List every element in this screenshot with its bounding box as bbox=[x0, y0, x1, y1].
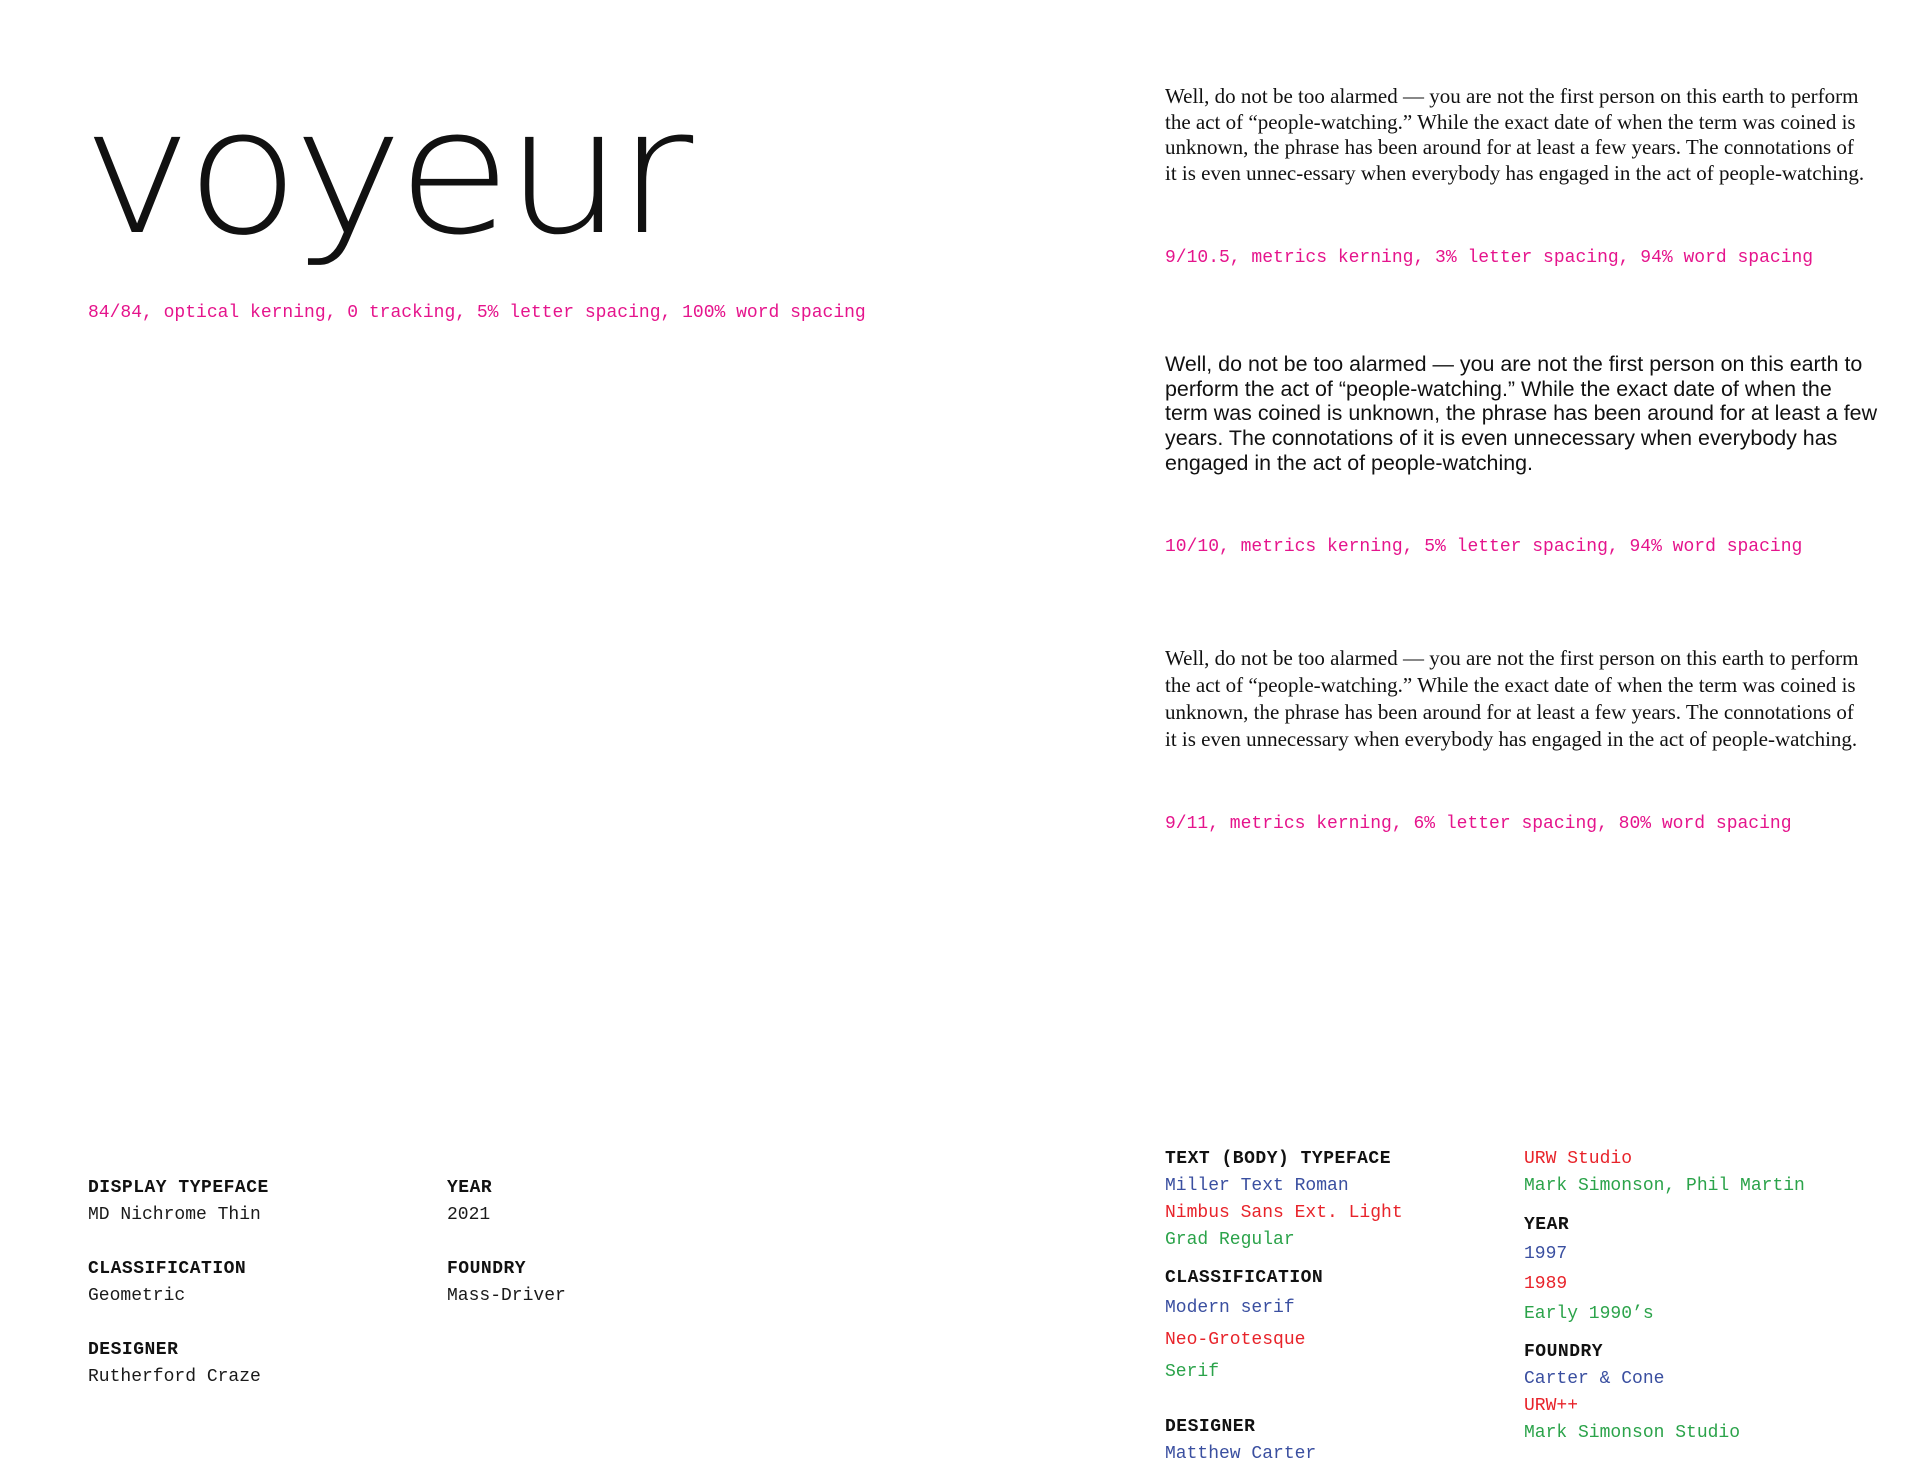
text-year-3: Early 1990’s bbox=[1524, 1304, 1654, 1324]
text-classification-1: Modern serif bbox=[1165, 1298, 1295, 1318]
text-year-label: YEAR bbox=[1524, 1215, 1570, 1235]
text-typeface-block bbox=[1165, 1146, 1505, 1468]
text-typeface-3: Grad Regular bbox=[1165, 1230, 1295, 1250]
display-classification-value: Geometric bbox=[88, 1286, 186, 1306]
text-designer-2: URW Studio bbox=[1524, 1149, 1633, 1169]
display-typeface-value: MD Nichrome Thin bbox=[88, 1205, 261, 1225]
text-classification-2: Neo-Grotesque bbox=[1165, 1330, 1306, 1350]
text-typeface-2: Nimbus Sans Ext. Light bbox=[1165, 1203, 1403, 1223]
display-foundry-value: Mass-Driver bbox=[447, 1286, 566, 1306]
display-designer-value: Rutherford Craze bbox=[88, 1367, 261, 1387]
text-foundry-3: Mark Simonson Studio bbox=[1524, 1423, 1741, 1443]
sample-2-text: Well, do not be too alarmed — you are not the first person on this earth to perform the act of “people-watching.” While the exact date of when the term was coined is unknown, the phrase has been around for at least a few years. The connotations of it is even unnecessary when everybody has engaged in the act of people-watching. bbox=[1165, 353, 1878, 475]
text-designer-label: DESIGNER bbox=[1165, 1417, 1256, 1437]
text-typeface-label: TEXT (BODY) TYPEFACE bbox=[1165, 1149, 1392, 1169]
text-foundry-label: FOUNDRY bbox=[1524, 1342, 1604, 1362]
text-foundry-2: URW++ bbox=[1524, 1396, 1579, 1416]
text-classification-3: Serif bbox=[1165, 1362, 1220, 1382]
display-classification-label: CLASSIFICATION bbox=[88, 1259, 247, 1279]
sample-2-spec: 10/10, metrics kerning, 5% letter spacing, 94% word spacing bbox=[1165, 537, 1803, 557]
display-year-label: YEAR bbox=[447, 1178, 493, 1198]
text-designer-1: Matthew Carter bbox=[1165, 1444, 1317, 1464]
display-typeface-label: DISPLAY TYPEFACE bbox=[88, 1178, 269, 1198]
display-foundry-label: FOUNDRY bbox=[447, 1259, 527, 1279]
display-designer-label: DESIGNER bbox=[88, 1340, 179, 1360]
sample-3-spec: 9/11, metrics kerning, 6% letter spacing, 80% word spacing bbox=[1165, 814, 1792, 834]
text-typeface-1: Miller Text Roman bbox=[1165, 1176, 1349, 1196]
display-word: voyeur bbox=[82, 71, 687, 274]
display-spec: 84/84, optical kerning, 0 tracking, 5% letter spacing, 100% word spacing bbox=[88, 303, 866, 323]
text-designer-3: Mark Simonson, Phil Martin bbox=[1524, 1176, 1805, 1196]
text-classification-label: CLASSIFICATION bbox=[1165, 1268, 1324, 1288]
sample-1-text: Well, do not be too alarmed — you are not the first person on this earth to perform the act of “people-watching.” While the exact date of when the term was coined is unknown, the phrase has been around for at least a few years. The connotations of it is even unnec-essary when everybody has engaged in the act of people-watching. bbox=[1165, 84, 1865, 185]
text-year-1: 1997 bbox=[1524, 1244, 1568, 1264]
text-foundry-1: Carter & Cone bbox=[1524, 1369, 1665, 1389]
sample-3-text: Well, do not be too alarmed — you are not the first person on this earth to perform the act of “people-watching.” While the exact date of when the term was coined is unknown, the phrase has been around for at least a few years. The connotations of it is even unnecessary when everybody has engaged in the act of people-watching. bbox=[1165, 646, 1859, 751]
display-typeface-block bbox=[88, 1175, 408, 1391]
text-info-right-block bbox=[1524, 1146, 1904, 1447]
display-year-value: 2021 bbox=[447, 1205, 491, 1225]
display-year-foundry-block bbox=[447, 1175, 747, 1310]
sample-1-spec: 9/10.5, metrics kerning, 3% letter spacing, 94% word spacing bbox=[1165, 248, 1814, 268]
text-year-2: 1989 bbox=[1524, 1274, 1568, 1294]
